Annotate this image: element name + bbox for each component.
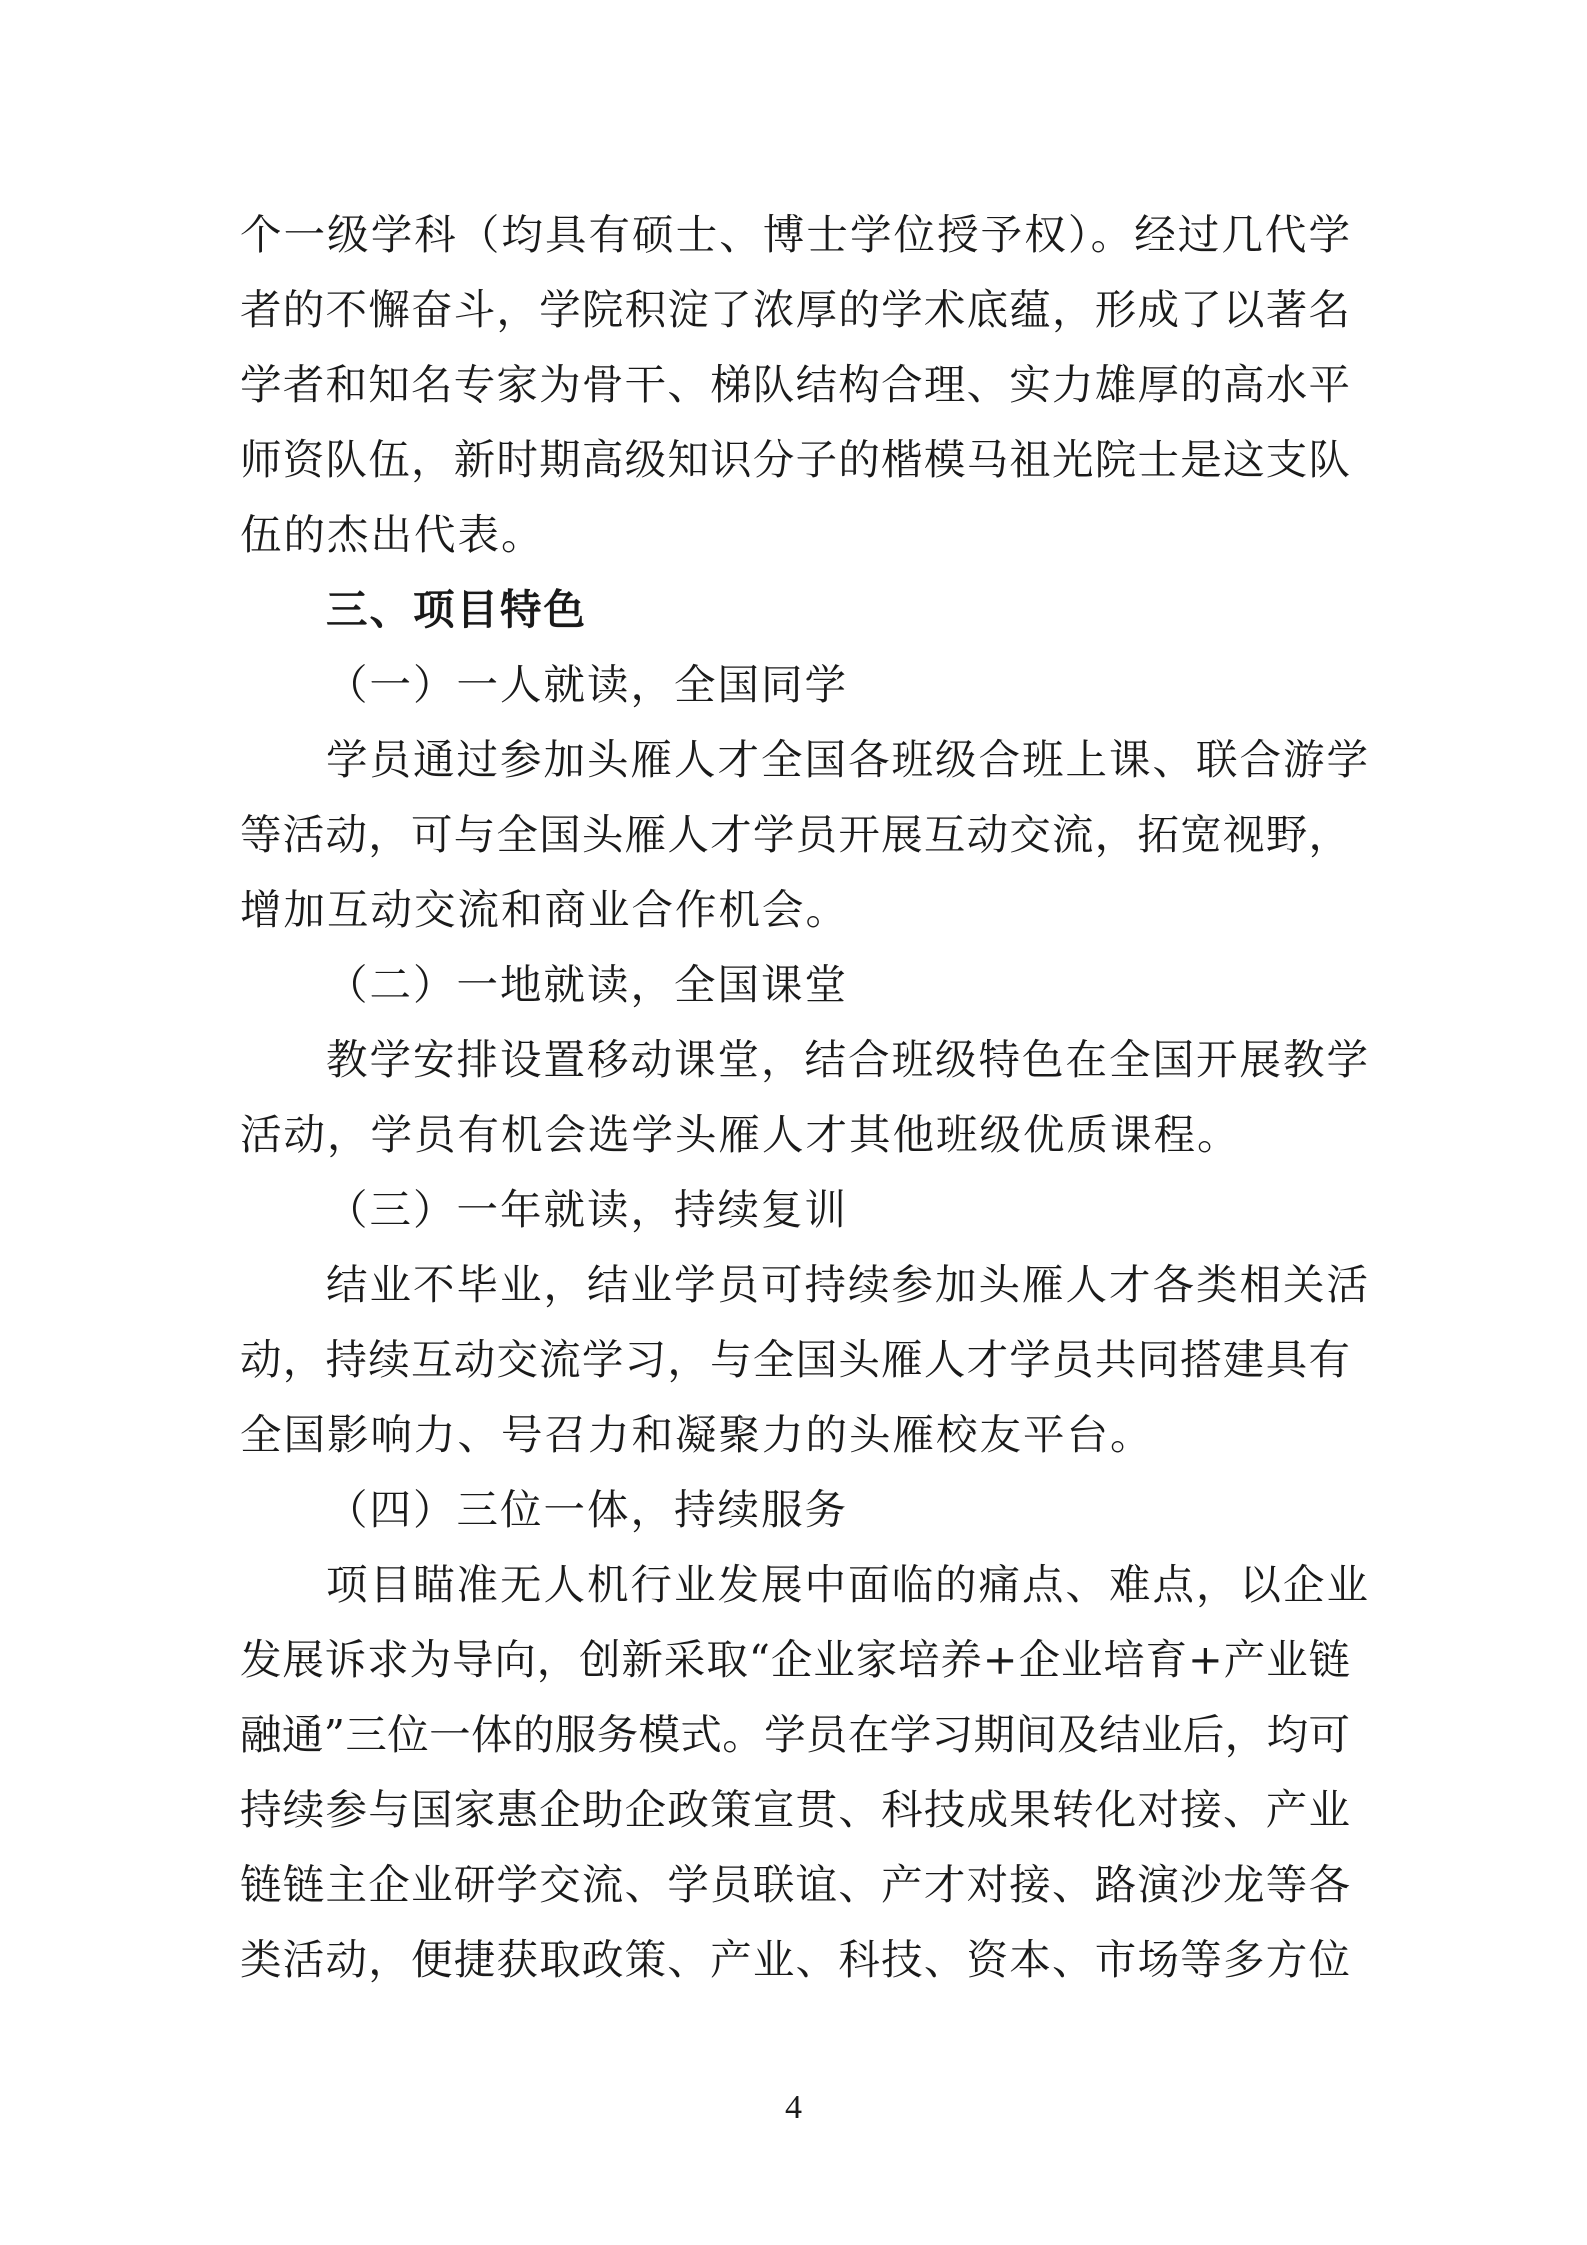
section-heading: 三、项目特色: [326, 585, 588, 634]
body-text-line: 增加互动交流和商业合作机会。: [240, 885, 850, 934]
body-text-line: 教学安排设置移动课堂，结合班级特色在全国开展教学: [326, 1035, 1371, 1084]
body-text-line: 个一级学科（均具有硕士、博士学位授予权）。经过几代学: [240, 210, 1350, 259]
body-text-line: 项目瞄准无人机行业发展中面临的痛点、难点，以企业: [326, 1560, 1371, 1609]
body-text-line: 全国影响力、号召力和凝聚力的头雁校友平台。: [240, 1410, 1154, 1459]
body-text-line: 发展诉求为导向，创新采取“企业家培养+企业培育+产业链: [240, 1635, 1350, 1684]
page-number: 4: [785, 2089, 802, 2126]
body-text-line: 伍的杰出代表。: [240, 510, 545, 559]
subsection-heading: （三）一年就读，持续复训: [326, 1185, 849, 1234]
body-text-line: 者的不懈奋斗，学院积淀了浓厚的学术底蕴，形成了以著名: [240, 285, 1350, 334]
body-text-line: 活动，学员有机会选学头雁人才其他班级优质课程。: [240, 1110, 1241, 1159]
body-text-line: 动，持续互动交流学习，与全国头雁人才学员共同搭建具有: [240, 1335, 1350, 1384]
subsection-heading: （一）一人就读，全国同学: [326, 660, 849, 709]
subsection-heading: （二）一地就读，全国课堂: [326, 960, 849, 1009]
body-text-line: 链链主企业研学交流、学员联谊、产才对接、路演沙龙等各: [240, 1860, 1350, 1909]
body-text-line: 结业不毕业，结业学员可持续参加头雁人才各类相关活: [326, 1260, 1371, 1309]
body-text-line: 融通”三位一体的服务模式。学员在学习期间及结业后，均可: [240, 1710, 1350, 1759]
body-text-line: 师资队伍，新时期高级知识分子的楷模马祖光院士是这支队: [240, 435, 1350, 484]
body-text-line: 持续参与国家惠企助企政策宣贯、科技成果转化对接、产业: [240, 1785, 1350, 1834]
body-text-line: 学员通过参加头雁人才全国各班级合班上课、联合游学: [326, 735, 1371, 784]
body-text-line: 等活动，可与全国头雁人才学员开展互动交流，拓宽视野，: [240, 810, 1350, 859]
body-text-line: 类活动，便捷获取政策、产业、科技、资本、市场等多方位: [240, 1935, 1350, 1984]
body-text-line: 学者和知名专家为骨干、梯队结构合理、实力雄厚的高水平: [240, 360, 1350, 409]
subsection-heading: （四）三位一体，持续服务: [326, 1485, 849, 1534]
